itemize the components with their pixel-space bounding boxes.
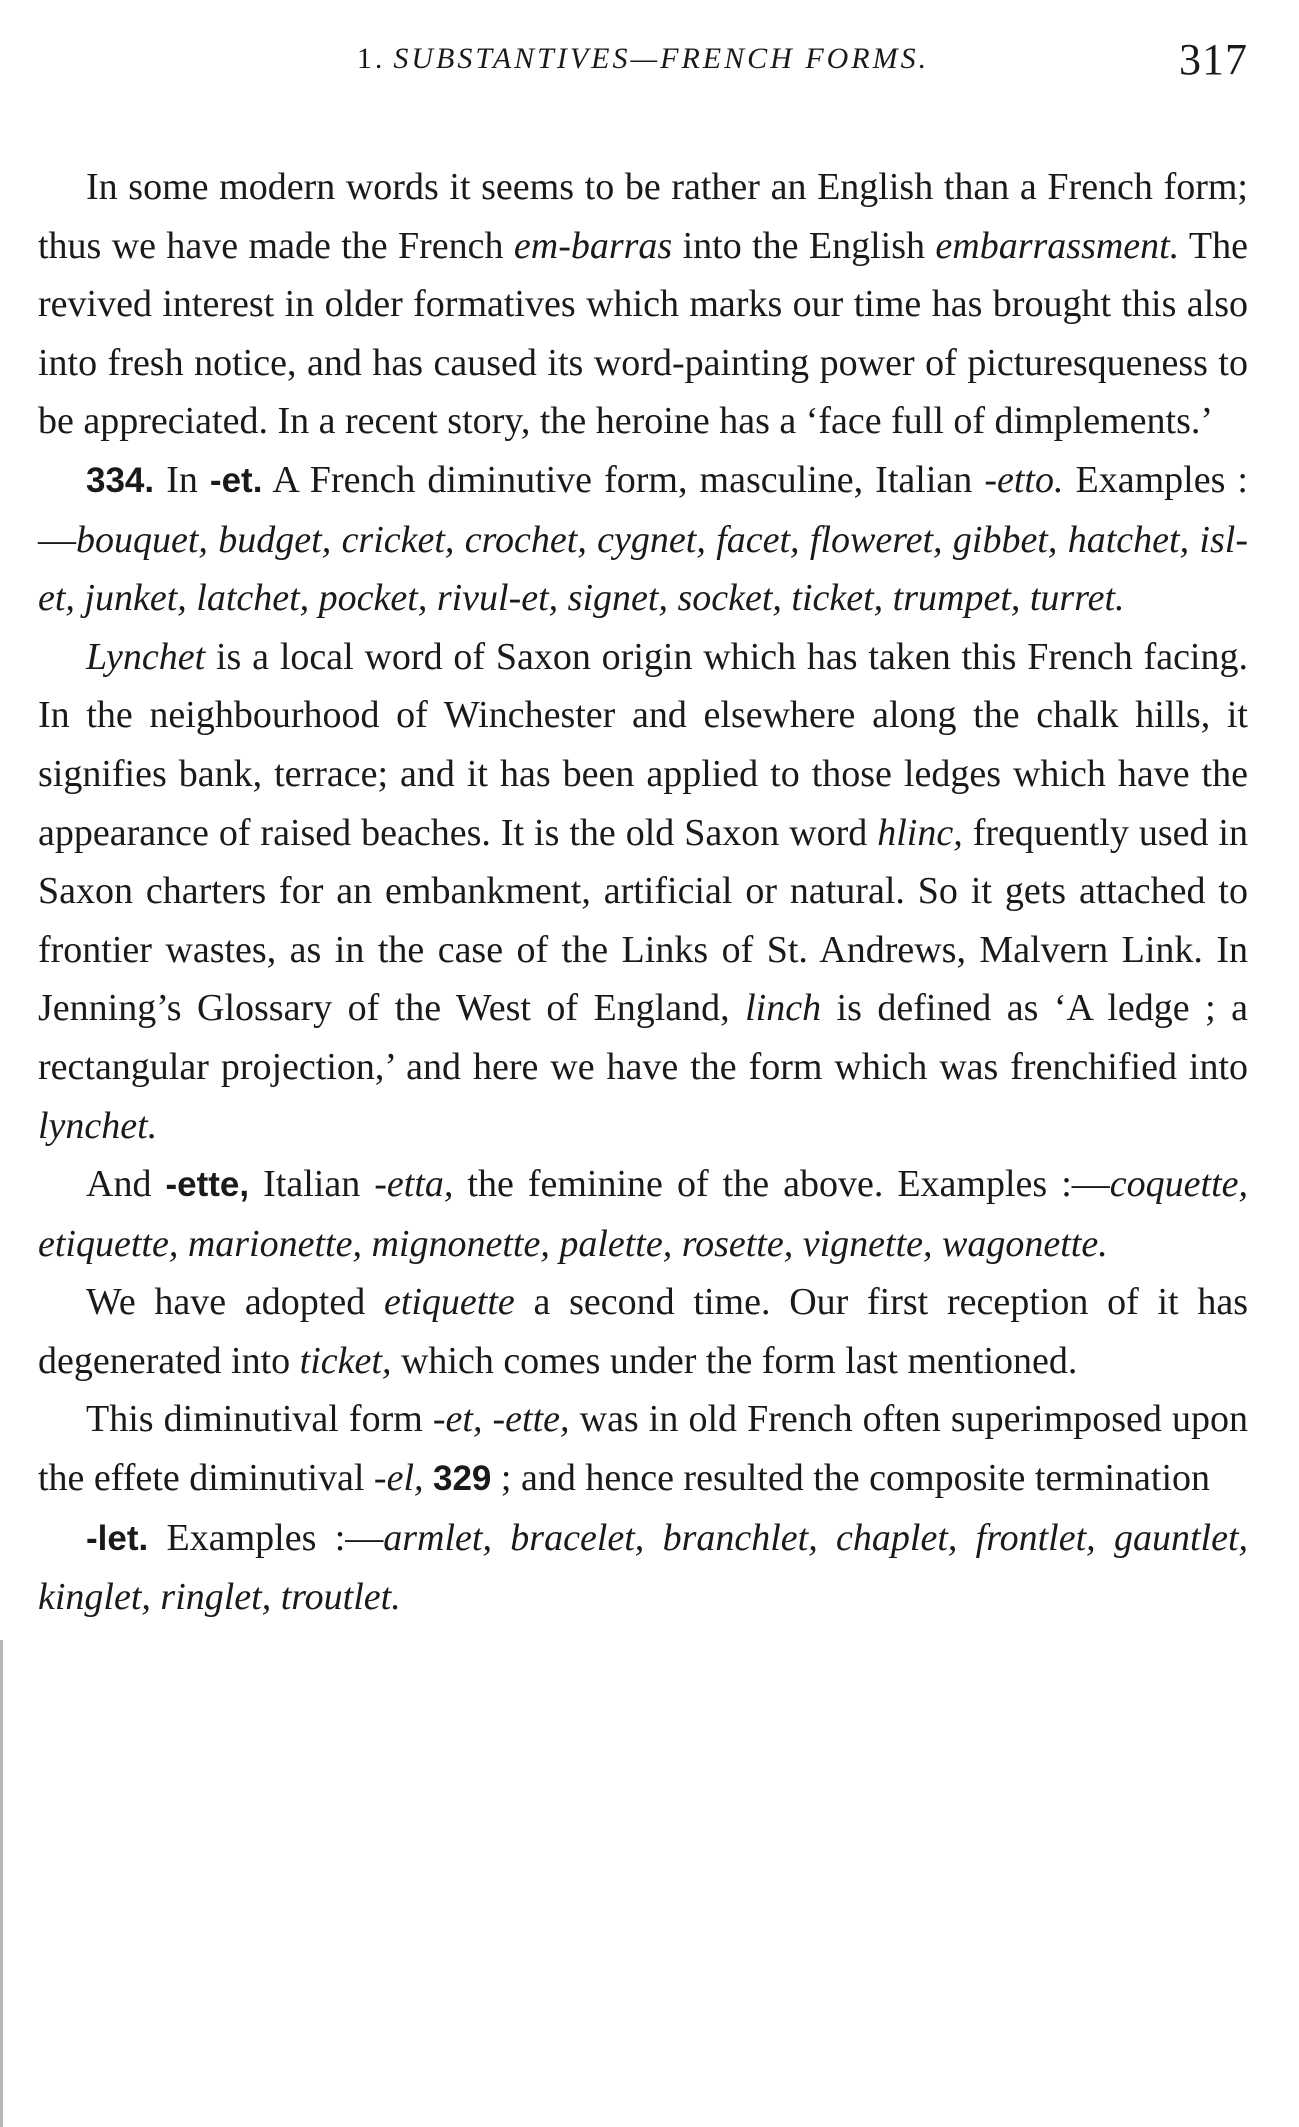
suffix-heading: -ette, bbox=[165, 1165, 250, 1205]
examples-list: bouquet, budget, cricket, crochet, cygnet, facet, floweret, gibbet, hatchet, isl-et, junket, latchet, pocket, rivul-et, signet, socket, ticket, trumpet, turret. bbox=[38, 518, 1248, 620]
text-span: a second time. Our first reception of it has degenerated into bbox=[38, 1281, 1249, 1382]
page-binding-edge bbox=[0, 1640, 3, 2127]
text-span bbox=[424, 1457, 434, 1499]
italic-word: em-barras bbox=[513, 224, 673, 267]
text-span: This diminutival form bbox=[86, 1398, 433, 1441]
text-span: ; and hence resulted the composite termination bbox=[491, 1457, 1211, 1500]
examples-list: armlet, bracelet, branchlet, chaplet, frontlet, gauntlet, kinglet, ringlet, troutlet. bbox=[38, 1516, 1249, 1619]
italic-word: -el, bbox=[373, 1457, 424, 1500]
italic-word: Lynchet bbox=[86, 635, 206, 678]
italic-word: lynchet. bbox=[38, 1104, 158, 1147]
text-span: Examples :— bbox=[148, 1516, 384, 1559]
text-span: In some modern words it seems to be rather an English than a French form; thus we have made the French bbox=[38, 166, 1248, 267]
paragraph-etiquette bbox=[38, 1273, 1248, 1390]
italic-word: hlinc, bbox=[877, 811, 963, 854]
italic-word: -etta, bbox=[374, 1163, 454, 1206]
italic-word: linch bbox=[745, 987, 822, 1030]
text-span: the feminine of the above. Examples :— bbox=[453, 1163, 1110, 1206]
cross-reference: 329 bbox=[433, 1459, 492, 1499]
suffix-heading: -et. bbox=[209, 460, 263, 500]
text-span: is a local word of Saxon origin which has taken this French facing. In the neighbourhood of Winchester and elsewhere along the chalk hills, it signifies bank, terrace; and it has been applied to those ledges which have the appearance of raised beaches. It is the old Saxon word bbox=[38, 635, 1248, 854]
section-number: 1. bbox=[356, 42, 386, 75]
book-page bbox=[38, 30, 1248, 2110]
text-span: which comes under the form last mentioned. bbox=[391, 1339, 1078, 1382]
italic-word: -etto. bbox=[984, 458, 1064, 501]
paragraph-1 bbox=[38, 158, 1248, 451]
text-span: frequently used in Saxon charters for an embankment, artificial or natural. So it gets attached to frontier wastes, as in the case of the Links of St. Andrews, Malvern Link. In Jenning’s Glossary of the West of England, bbox=[38, 811, 1248, 1030]
text-span: In bbox=[154, 458, 210, 501]
text-span: We have adopted bbox=[86, 1281, 384, 1324]
section-number-334: 334. bbox=[86, 460, 155, 500]
paragraph-334 bbox=[38, 451, 1248, 628]
paragraph-let bbox=[38, 1509, 1248, 1627]
page-number: 317 bbox=[1179, 35, 1248, 84]
text-span: is defined as ‘A ledge ; a rectangular projection,’ and here we have the form which was frenchified into bbox=[38, 987, 1248, 1088]
text-span: The revived interest in older formatives which marks our time has brought this also into fresh notice, and has caused its word-painting power of picturesqueness to be appreciated. In a recent story, the heroine has a ‘face full of dimplements.’ bbox=[38, 224, 1248, 443]
running-head bbox=[38, 30, 1248, 100]
paragraph-ette bbox=[38, 1155, 1248, 1273]
paragraph-lynchet bbox=[38, 628, 1248, 1155]
italic-word: -et, -ette, bbox=[432, 1398, 570, 1441]
text-span: And bbox=[86, 1163, 166, 1206]
italic-word: embarrassment. bbox=[935, 224, 1180, 267]
running-head-title bbox=[38, 42, 1248, 76]
text-span: A French diminutive form, masculine, Italian bbox=[262, 458, 985, 501]
italic-word: ticket, bbox=[299, 1339, 392, 1382]
chapter-title: SUBSTANTIVES—FRENCH FORMS. bbox=[393, 42, 930, 75]
text-span: Examples :— bbox=[38, 458, 1248, 561]
text-span: Italian bbox=[249, 1163, 375, 1206]
suffix-heading: -let. bbox=[86, 1518, 149, 1558]
text-span: into the English bbox=[672, 224, 936, 267]
paragraph-diminutival bbox=[38, 1390, 1248, 1508]
italic-word: etiquette bbox=[383, 1281, 515, 1324]
examples-list: coquette, etiquette, marionette, mignonette, palette, rosette, vignette, wagonette. bbox=[38, 1163, 1249, 1265]
body-text bbox=[38, 158, 1248, 1627]
text-span: was in old French often superimposed upon the effete diminutival bbox=[38, 1398, 1248, 1500]
